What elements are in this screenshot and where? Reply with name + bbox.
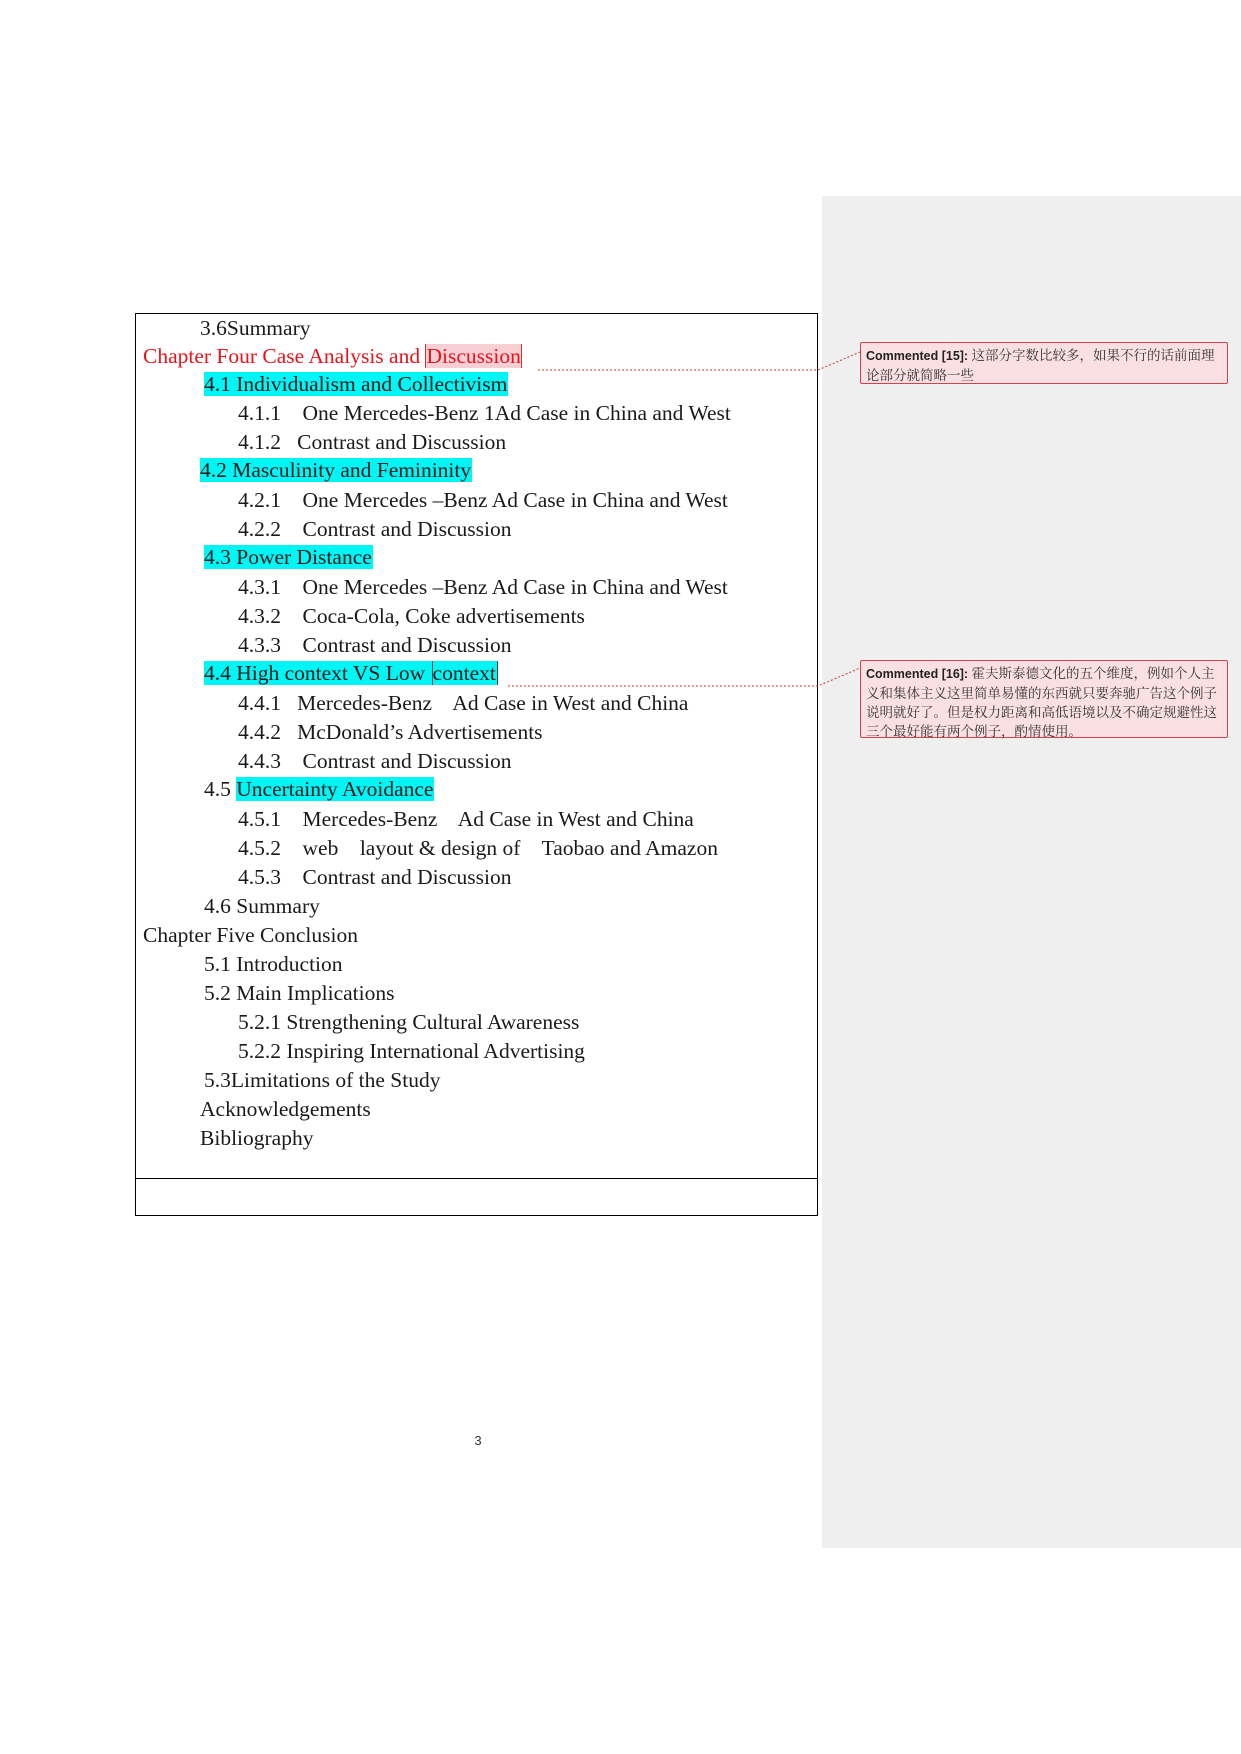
toc-title: Contrast and Discussion <box>302 865 512 889</box>
comment-balloon-16[interactable] <box>860 660 1228 738</box>
toc-number: 4.3.1 <box>238 575 281 599</box>
comment-text: 这部分字数比较多，如果不行的话前面理论部分就简略一些 <box>866 348 1215 383</box>
toc-number: 4.3.2 <box>238 604 281 628</box>
toc-number: 4.1.2 <box>238 430 281 454</box>
commented-text-discussion[interactable]: Discussion <box>426 344 521 368</box>
toc-5-3[interactable]: 5.3Limitations of the Study <box>204 1068 441 1092</box>
toc-5-1[interactable]: 5.1 Introduction <box>204 952 343 976</box>
toc-chapter-five[interactable]: Chapter Five Conclusion <box>143 923 358 947</box>
toc-title: web layout & design of Taobao and Amazon <box>302 836 718 860</box>
toc-number: 4.1.1 <box>238 401 281 425</box>
toc-number: 4.4.2 <box>238 720 281 744</box>
toc-number: 4.4.3 <box>238 749 281 773</box>
comment-text: 霍夫斯泰德文化的五个维度，例如个人主义和集体主义这里简单易懂的东西就只要奔驰广告这个例子说明就好了。但是权力距离和高低语境以及不确定规避性这三个最好能有两个例子，酌情使用。 <box>866 666 1217 739</box>
toc-4-4-title: 4.4 High context VS Low <box>204 661 431 685</box>
toc-title: McDonald’s Advertisements <box>297 720 543 744</box>
toc-5-2-1[interactable]: 5.2.1 Strengthening Cultural Awareness <box>238 1010 580 1034</box>
toc-acknowledgements[interactable]: Acknowledgements <box>200 1097 371 1121</box>
comment-author: Commented [15]: <box>866 349 969 363</box>
comment-balloon-15[interactable] <box>860 342 1228 384</box>
toc-4-5-title: Uncertainty Avoidance <box>236 777 434 801</box>
toc-number: 4.5.1 <box>238 807 281 831</box>
toc-number: 4.3.3 <box>238 633 281 657</box>
comment-16-connector <box>508 668 860 686</box>
toc-number: 4.5.2 <box>238 836 281 860</box>
toc-number: 4.2.2 <box>238 517 281 541</box>
toc-title: Contrast and Discussion <box>302 749 512 773</box>
toc-title: Mercedes-Benz Ad Case in West and China <box>297 691 689 715</box>
toc-title: Contrast and Discussion <box>302 517 512 541</box>
toc-title: Mercedes-Benz Ad Case in West and China <box>302 807 694 831</box>
toc-5-2[interactable]: 5.2 Main Implications <box>204 981 395 1005</box>
toc-number: 4.4.1 <box>238 691 281 715</box>
toc-4-5-number: 4.5 <box>204 777 237 801</box>
toc-4-1-title: 4.1 Individualism and Collectivism <box>204 372 508 396</box>
comment-author: Commented [16]: <box>866 667 969 681</box>
toc-title: One Mercedes-Benz 1Ad Case in China and West <box>302 401 731 425</box>
toc-4-6[interactable]: 4.6 Summary <box>204 894 320 918</box>
toc-title: One Mercedes –Benz Ad Case in China and West <box>302 575 728 599</box>
toc-5-2-2[interactable]: 5.2.2 Inspiring International Advertising <box>238 1039 585 1063</box>
toc-chapter-four-label: Chapter Four Case Analysis and <box>143 344 426 368</box>
toc-3-6-summary[interactable]: 3.6Summary <box>200 316 311 340</box>
toc-title: One Mercedes –Benz Ad Case in China and West <box>302 488 728 512</box>
toc-title: Contrast and Discussion <box>302 633 512 657</box>
commented-text-context[interactable]: context <box>432 661 496 685</box>
toc-number: 4.2.1 <box>238 488 281 512</box>
toc-title: Coca-Cola, Coke advertisements <box>302 604 585 628</box>
toc-number: 4.5.3 <box>238 865 281 889</box>
comment-15-connector <box>538 352 860 370</box>
toc-bibliography[interactable]: Bibliography <box>200 1126 314 1150</box>
toc-title: Contrast and Discussion <box>297 430 507 454</box>
toc-4-3-title: 4.3 Power Distance <box>204 545 372 569</box>
toc-4-2-title: 4.2 Masculinity and Femininity <box>200 458 472 482</box>
page-number: 3 <box>474 1433 482 1448</box>
